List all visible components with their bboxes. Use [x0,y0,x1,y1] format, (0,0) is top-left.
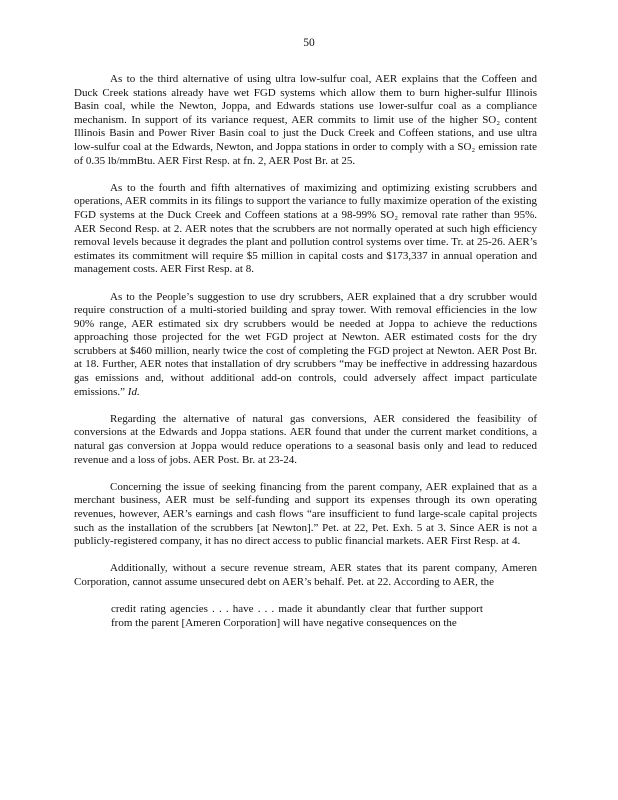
body-text [74,73,537,630]
block-quote: credit rating agencies . . . have . . . made it abundantly clear that further support from the parent [Ameren Corporation] will have negative consequences on the [111,603,483,629]
page-number: 50 [303,37,315,49]
paragraph-dry-scrubbers-text: As to the People’s suggestion to use dry scrubbers, AER explained that a dry scrubber would require construction of a multi-storied building and spray tower. With removal efficiencies in the low 90% range, AER estimated six dry scrubbers would be needed at Joppa to achieve the reductions approaching those projected for the wet FGD project at Newton. AER estimated costs for the dry scrubbers at $460 million, nearly twice the cost of completing the FGD project at Newton. AER Post Br. at 18. Further, AER notes that installation of dry scrubbers “may be ineffective in addressing hazardous gas emissions and, without additional add-on controls, could adversely affect impact particulate emissions.” [74,290,537,398]
paragraph-dry-scrubbers [74,291,537,400]
citation-id: Id. [127,385,140,398]
paragraph-scrubber-optimization: As to the fourth and fifth alternatives of maximizing and optimizing existing scrubbers and operations, AER commits in its filings to support the variance to fully maximize operation of the existing FGD systems at the Duck Creek and Coffeen stations at a 98-99% SO₂ removal rate rather than 95%. AER Second Resp. at 2. AER notes that the scrubbers are not normally operated at such high efficiency removal levels because it degrades the plant and pollution control systems over time. Tr. at 25-26. AER’s estimates its commitment will require $5 million in capital costs and $173,337 in annual operation and management costs. AER First Resp. at 8. [74,181,537,276]
paragraph-parent-financing: Concerning the issue of seeking financing from the parent company, AER explained that as a merchant business, AER must be self-funding and support its expenses through its own operating revenues, however, AER’s earnings and cash flows “are insufficient to fund large-scale capital projects such as the installation of the scrubbers [at Newton].” Pet. at 22, Pet. Exh. 5 at 3. Since AER is not a publicly-registered company, it has no direct access to public financial markets. AER First Resp. at 4. [74,480,537,548]
paragraph-secure-revenue: Additionally, without a secure revenue stream, AER states that its parent company, Ameren Corporation, cannot assume unsecured debt on AER’s behalf. Pet. at 22. According to AER, the [74,562,537,588]
paragraph-coal-alternative: As to the third alternative of using ultra low-sulfur coal, AER explains that the Coffeen and Duck Creek stations already have wet FGD systems which allow them to burn higher-sulfur Illinois Basin coal, while the Newton, Joppa, and Edwards stations use lower-sulfur coal as a compliance mechanism. In support of its variance request, AER commits to limit use of the higher SO₂ content Illinois Basin and Power River Basin coal to just the Duck Creek and Coffeen stations, and use ultra low-sulfur coal at the Edwards, Newton, and Joppa stations in order to comply with a SO₂ emission rate of 0.35 lb/mmBtu. AER First Resp. at fn. 2, AER Post Br. at 25. [74,73,537,167]
paragraph-natural-gas: Regarding the alternative of natural gas conversions, AER considered the feasibility of conversions at the Edwards and Joppa stations. AER found that under the current market conditions, a natural gas conversion at Joppa would reduce operations to a seasonal basis only and lead to reduced revenue and a loss of jobs. AER Post. Br. at 23-24. [74,412,537,466]
